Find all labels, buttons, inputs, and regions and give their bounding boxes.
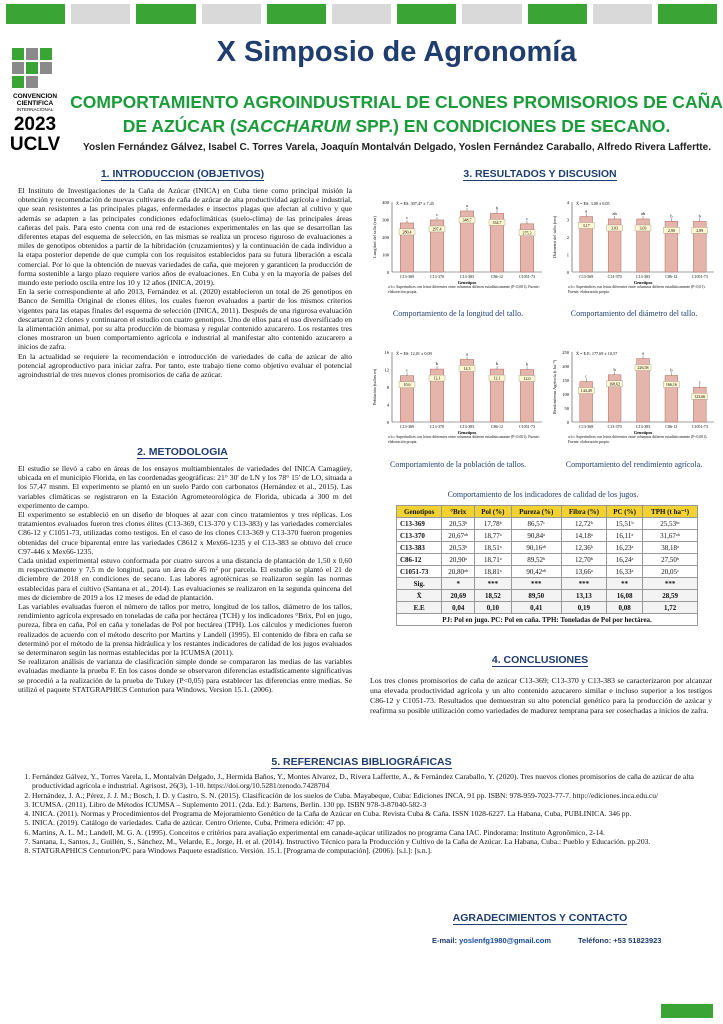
bar-value-label: 2,89: [696, 228, 704, 234]
bar-value-label: 334,7: [492, 220, 502, 226]
intro-paragraph: En la actualidad se requiere la recomendación e introducción de variedades de caña de azúcar de alto potencial agroproductivo para iniciar zafra. Por tanto, este trabajo tiene como objetivo evaluar el potencial agroindustrial de tres nuevos clones promisorios de caña de azúcar.: [18, 351, 352, 380]
bar-value-label: 280,4: [402, 229, 412, 235]
significance-letter: b: [670, 367, 673, 373]
results-heading: 3. RESULTADOS Y DISCUSION: [463, 168, 617, 180]
table-cell: 16,11ᵃ: [606, 530, 642, 542]
y-axis-label: Rendimiento Agrícola (t ha⁻¹): [552, 359, 557, 415]
phone-number: +53 51823923: [613, 936, 662, 945]
y-tick-label: 0: [566, 420, 569, 425]
table-cell: E.E: [397, 602, 442, 614]
methods-heading: 2. METODOLOGIA: [137, 446, 228, 458]
table-cell: 90,84ᵃ: [511, 530, 561, 542]
table-cell: 12,70ᵇ: [561, 554, 606, 566]
significance-letter: b: [495, 361, 499, 367]
significance-letter: c: [526, 215, 528, 221]
conference-title: X Simposio de Agronomía: [216, 36, 577, 68]
paper-title-line1: COMPORTAMIENTO AGROINDUSTRIAL DE CLONES PROMISORIOS DE CAÑA: [70, 92, 723, 112]
table-cell: 20,53ᵇ: [442, 518, 475, 530]
conference-logo: [2, 46, 68, 156]
table-cell: X̄: [397, 590, 442, 602]
bar-value-label: 348,7: [462, 217, 472, 223]
chart-footnote-container: [568, 435, 716, 453]
methods-paragraph: Cada unidad experimental estuvo conformada por cuatro surcos a una distancia de plantación de 1,50 x 0,60 m respectivamente y 7,5 m de longitud, para un área de 45 m² por parcela. El estudio se plantó el 21 de diciembre de 2018 en condiciones de secano. Las labores agrotécnicas se realizaron según las normas establecidas para el cultivo (Santana et al., 2014). Las evaluaciones se realizaron en la segunda quincena del mes de diciembre de 2019 a los 12 meses de edad de plantación.: [18, 556, 352, 602]
table-cell: 13,13: [561, 590, 606, 602]
significance-letter: b: [525, 361, 529, 367]
chart-footnote: a b c Superíndices con letras diferentes entre columnas difieren estadísticamente (P<0,001). Fuente: elaboración propia.: [568, 435, 708, 444]
svg-text:CONVENCION: CONVENCION: [12, 93, 58, 100]
table-cell: ***: [561, 578, 606, 590]
reference-item: 7. Santana, I., Santos, J., Guillén, S., Sánchez, M., Velarde, E., Jorge, H. et al. (2014). Instructivo Técnico para la Producción y Cultivo de la Caña de Azúcar. La Habana, Cuba.: Pueblo y Educación. pp.203.: [32, 837, 710, 846]
table-cell: C13-383: [397, 542, 442, 554]
table-row: [397, 566, 698, 578]
table-cell: C1051-73: [397, 566, 442, 578]
svg-text:INTERNACIONAL: INTERNACIONAL: [16, 107, 54, 112]
y-tick-label: 12: [384, 367, 389, 373]
x-tick-label: C13-369: [579, 274, 594, 279]
table-cell: 16,33ᵃ: [606, 566, 642, 578]
intro-paragraph: El Instituto de Investigaciones de la Caña de Azúcar (INICA) en Cuba tiene como principal misión la obtención y recomendación de nuevas cultivares de caña de azúcar de alta productividad agrícola e industrial, que sean resistentes a las principales plagas, enfermedades e insectos plagas que afectan al cultivo y que además se adapten a las principales condiciones edafoclimáticas (suelo-clima) de las principales áreas cañeras del país. Para esto cuenta con una red de estaciones experimentales en las que se desarrollan las diferentes etapas del esquema de selección, en las mismas se realiza un proceso riguroso de evaluaciones a miles de genotipos obtenidos a partir de la hibridación (cruzamientos) y la continuación de cada individuo a la etapa posterior depende de que cumpla con los requisitos establecidos para su futura liberación a escala comercial. Por lo que la obtención de nuevas variedades de caña, que mejoren y garanticen la producción de forma sostenible a largo plazo requiere varios años de evaluaciones. En Cuba y en la mayoría de países del mundo este periodo oscila entre los 10 y 12 años (INICA, 2019).: [18, 186, 352, 288]
y-tick-label: 0: [386, 420, 389, 425]
chart-footnote: a b c Superíndices con letras diferentes entre columnas difieren estadísticamente (P<0,001). Fuente: elaboración propia.: [388, 435, 540, 444]
intro-heading: 1. INTRODUCCION (OBJETIVOS): [100, 168, 265, 180]
bar-value-label: 226,58: [637, 365, 649, 371]
bar-value-label: 168,62: [609, 381, 621, 387]
reference-item: 8. STATGRAPHICS Centurion/PC para Windows Paquete estadístico. Versión. 15.1. [Programa de computación]. (2006). [s.l.]: [s.n.].: [32, 846, 710, 855]
x-axis-label: Genotipos: [457, 430, 477, 435]
table-cell: 14,18ᵃ: [561, 530, 606, 542]
bar-value-label: 10,6: [403, 382, 411, 388]
email-label: E-mail:: [432, 936, 458, 945]
significance-letter: c: [406, 214, 408, 220]
chart-footnote-container: [388, 285, 544, 303]
y-tick-label: 1: [566, 252, 569, 258]
reference-item: 2. Hernández, J. A.; Pérez, J. J. M.; Bosch, I. D. y Castro, S. N. (2015). Clasificación de los suelos de Cuba. Mayabeque, Cuba: Ediciones INCA, 91 pp. ISBN: 978-959-7023-77-7. http://ediciones.inca.edu.cu/: [32, 791, 710, 800]
bar-value-label: 3,03: [611, 225, 619, 231]
significance-letter: a: [642, 350, 644, 356]
chart-caption: Comportamiento de la población de tallos.: [390, 460, 526, 469]
y-tick-label: 2: [566, 235, 569, 240]
table-footnote: PJ: Pol en jugo. PC: Pol en caña. TPH: Toneladas de Pol por hectárea.: [397, 614, 698, 626]
table-header-cell: Genotipos: [397, 506, 442, 518]
table-cell: 28,59: [643, 590, 698, 602]
mean-annotation: X̄ = ES: 3,00 ± 0,05: [576, 201, 610, 206]
x-tick-label: C1051-73: [691, 424, 708, 429]
y-axis-label: Población (tallos m): [372, 368, 377, 406]
table-cell: *: [442, 578, 475, 590]
intro-paragraph: En la serie correspondiente al año 2013, Fernández et al. (2020) establecieron un total de 26 genotipos en Banco de Semilla Original de clones élites, los cuales fueron evaluados a partir de los mismos criterios vigentes para las etapas finales del esquema de selección (INICA, 2011). Después de una rigurosa evaluación descartaron 22 clones y continuaron el estudio con cuatro genotipos. Uno de ellos para el uso diversificado en la alimentación animal, por su alta producción de biomasa y regular contenido azucarero. Los restantes tres clones mostraron un buen comportamiento agrícola e industrial al manifestar alto contenido azucarero a inicios de zafra.: [18, 287, 352, 352]
table-cell: **: [606, 578, 642, 590]
y-axis-label: Longitud del tallo (cm): [372, 216, 377, 258]
chart-footnote-container: [568, 285, 716, 303]
y-tick-label: 16: [384, 350, 389, 355]
table-row: [397, 542, 698, 554]
methods-text: [18, 464, 352, 694]
x-tick-label: C1051-73: [519, 274, 535, 279]
x-tick-label: C86-12: [491, 274, 503, 279]
stem-length-chart: [368, 190, 548, 306]
table-cell: 0,10: [475, 602, 512, 614]
y-tick-label: 300: [382, 217, 389, 223]
x-tick-label: C1051-73: [519, 424, 535, 429]
x-tick-label: C13-383: [636, 274, 650, 279]
x-axis-label: Genotipos: [457, 280, 477, 285]
table-cell: 20,53ᵇ: [442, 542, 475, 554]
x-tick-label: C86-12: [665, 274, 678, 279]
reference-item: 1. Fernández Gálvez, Y., Torres Varela, I., Montalván Delgado, J., Hermida Baños, Y., Montes Alvarez, D., Rivera Laffertte, A., & Fernández Caraballo, Y. (2020). Tres nuevos clones promisorios de caña de azúcar de alta productividad agrícola e industrial. Agrisost, 26(3), 1-10. https://doi.org/10.5281/zenodo.7428704: [32, 772, 710, 791]
table-cell: 89,50: [511, 590, 561, 602]
paper-title: [70, 90, 723, 138]
significance-letter: b: [670, 213, 673, 219]
x-tick-label: C13-369: [400, 424, 414, 429]
conclusions-heading: 4. CONCLUSIONES: [491, 654, 589, 666]
table-header-cell: Fibra (%): [561, 506, 606, 518]
paper-title-line2b: SPP.) EN CONDICIONES DE SECANO.: [350, 116, 671, 136]
reference-item: 4. INICA. (2011). Normas y Procedimientos del Programa de Mejoramiento Genético de la Caña de Azúcar en Cuba. Revista Cuba & Caña. ISSN 1028-6227. La Habana, Cuba, PUBLINICA. 346 pp.: [32, 809, 710, 818]
paper-title-line2a: DE AZÚCAR (: [122, 116, 236, 136]
table-cell: 0,41: [511, 602, 561, 614]
mean-annotation: X̄ = ES: 12,01 ± 0,09: [396, 351, 432, 356]
table-header-cell: Pureza (%): [511, 506, 561, 518]
x-tick-label: C13-370: [430, 424, 444, 429]
x-tick-label: C13-369: [579, 424, 594, 429]
email-contact: [432, 936, 551, 945]
methods-paragraph: Las variables evaluadas fueron el número de tallos por metro, longitud de los tallos, diámetro de los tallos, rendimiento agrícola expresado en toneladas de caña por hectárea (TCH) y los indicadores °Brix, Pol en jugo, pureza, fibra en caña, Pol en caña y toneladas de Pol por hectárea (TPH). Los cálculos y mediciones fueron realizados de acuerdo con el método descrito por Martins y Landell (1995). El contenido de fibra en caña se determinó por el método de la prensa hidráulica y los restantes indicadores de calidad de los jugos evaluados se determinaron según las normas establecidas por la ICUMSA (2011).: [18, 602, 352, 658]
bar-value-label: 123,66: [694, 393, 706, 399]
top-banner: [0, 0, 723, 28]
table-cell: 89,52ᵇ: [511, 554, 561, 566]
table-cell: 0,19: [561, 602, 606, 614]
table-cell: ***: [511, 578, 561, 590]
x-tick-label: C13-369: [400, 274, 414, 279]
bar-value-label: 144,49: [580, 388, 592, 394]
stem-diameter-chart: [548, 190, 720, 306]
bar-value-label: 12,1: [433, 375, 441, 381]
table-cell: 16,08: [606, 590, 642, 602]
footer-bar: [661, 1004, 713, 1018]
table-header-cell: TPH (t ha⁻¹): [643, 506, 698, 518]
significance-letter: c: [698, 379, 701, 385]
table-cell: 13,66ᵃ: [561, 566, 606, 578]
y-tick-label: 250: [562, 350, 569, 355]
y-tick-label: 0: [386, 270, 389, 275]
y-tick-label: 3: [566, 217, 569, 223]
bar-value-label: 14,3: [463, 366, 471, 372]
chart-caption: Comportamiento de la longitud del tallo.: [392, 309, 524, 318]
svg-text:2023: 2023: [13, 114, 57, 135]
email-link[interactable]: yoslenfg1980@gmail.com: [459, 936, 552, 945]
bar-value-label: 2,90: [667, 227, 675, 233]
table-cell: 16,24ᵃ: [606, 554, 642, 566]
table-cell: C13-369: [397, 518, 442, 530]
methods-paragraph: Se realizaron análisis de varianza de clasificación simple donde se compararon las medias de las variables evaluadas mediante la prueba F. En los casos donde se observaron diferencias estadísticamente significativas se procedió a la realización de la prueba de Tukey (P<0,05) para establecer las diferencias entre medias. Se utilizó el paquete STATGRAPHICS Centurion para Windows, Version 15.1. (2006).: [18, 657, 352, 694]
chart-caption: Comportamiento del rendimiento agrícola.: [565, 460, 703, 469]
intro-text: [18, 186, 352, 379]
significance-letter: ab: [640, 210, 646, 216]
bar-value-label: 275,3: [522, 230, 532, 236]
y-tick-label: 200: [562, 364, 569, 369]
table-cell: 12,72ᵇ: [561, 518, 606, 530]
table-cell: 18,71ᵃ: [475, 554, 512, 566]
bar-value-label: 166,16: [665, 382, 677, 388]
x-tick-label: C13-370: [607, 424, 622, 429]
x-tick-label: C13-370: [607, 274, 622, 279]
chart-footnote: a b c Superíndices con letras diferentes entre columnas difieren estadísticamente (P<0,01). Fuente: elaboración propia.: [568, 285, 706, 294]
x-axis-label: Genotipos: [633, 430, 653, 435]
x-tick-label: C13-383: [460, 274, 474, 279]
bar-value-label: 3,03: [639, 225, 647, 231]
table-cell: Sig.: [397, 578, 442, 590]
significance-letter: b: [613, 366, 616, 372]
bar-value-label: 12,1: [493, 375, 501, 381]
significance-letter: c: [436, 211, 438, 217]
y-tick-label: 8: [386, 385, 389, 390]
x-tick-label: C86-12: [665, 424, 678, 429]
table-caption: Comportamiento de los indicadores de calidad de los jugos.: [447, 490, 639, 499]
table-cell: ***: [643, 578, 698, 590]
chart-caption: Comportamiento del diámetro del tallo.: [570, 309, 698, 318]
table-cell: ***: [475, 578, 512, 590]
y-tick-label: 4: [566, 200, 569, 205]
table-cell: 27,50ᵇ: [643, 554, 698, 566]
table-cell: 18,77ᵃ: [475, 530, 512, 542]
mean-annotation: X̄ = E.E: 177,69 ± 10,57: [576, 351, 618, 356]
svg-text:CIENTIFICA: CIENTIFICA: [16, 100, 54, 107]
table-stat-row: [397, 590, 698, 602]
table-cell: 0,08: [606, 602, 642, 614]
table-row: [397, 554, 698, 566]
table-row: [397, 530, 698, 542]
phone-contact: [578, 936, 661, 945]
methods-paragraph: El estudio se llevó a cabo en áreas de los ensayos multiambientales de variedades del INICA Camagüey, ubicada en el municipio Florida, en las coordenadas geográficas: 21° 30' de LN y los 78° 15' de LO, situada a los 57,47 msnm. El experimento se plantó en un suelo Pardo con carbonatos (Hernández et al., 2015). Las variables climáticas se registraron en la Estación Agrometeorológica de Florida, ubicada a 300 m del experimento de campo.: [18, 464, 352, 510]
table-cell: 31,67ᵃᵇ: [643, 530, 698, 542]
significance-letter: c: [406, 367, 408, 373]
table-cell: 17,78ᵇ: [475, 518, 512, 530]
bar: [693, 387, 706, 422]
phone-label: Teléfono:: [578, 936, 612, 945]
table-header-cell: °Brix: [442, 506, 475, 518]
table-row: [397, 518, 698, 530]
table-cell: C86-12: [397, 554, 442, 566]
table-cell: 20,90ᵃ: [442, 554, 475, 566]
table-cell: 20,05ᶜ: [643, 566, 698, 578]
significance-letter: a: [585, 208, 588, 214]
x-tick-label: C86-12: [491, 424, 503, 429]
table-stat-row: [397, 578, 698, 590]
table-cell: 25,53ᵇᶜ: [643, 518, 698, 530]
table-cell: 15,51ᵇ: [606, 518, 642, 530]
svg-text:UCLV: UCLV: [9, 134, 61, 155]
table-cell: 38,18ᵃ: [643, 542, 698, 554]
table-cell: 20,80ᵃᵇ: [442, 566, 475, 578]
bar-value-label: 3,17: [582, 223, 590, 229]
reference-item: 5. INICA. (2019). Catálogo de variedades. Caña de azúcar. Centro Oriente, Cuba. Primera edición: 47 pp.: [32, 818, 710, 827]
table-cell: 20,67ᵃᵇ: [442, 530, 475, 542]
table-cell: 18,51ᵃ: [475, 542, 512, 554]
table-cell: 86,57ᶜ: [511, 518, 561, 530]
x-tick-label: C1051-73: [691, 274, 708, 279]
bar-value-label: 12,0: [523, 376, 531, 382]
paper-title-italic: SACCHARUM: [235, 116, 351, 136]
y-tick-label: 50: [564, 406, 569, 411]
agricultural-yield-chart: [548, 340, 720, 456]
x-tick-label: C13-370: [430, 274, 444, 279]
methods-paragraph: El experimento se estableció en un diseño de bloques al azar con cinco tratamientos y tres réplicas. Los tratamientos evaluados fueron tres clones élites (C13-369, C13-370 y C13-383) y las variedades comerciales C86-12 y C1051-73, utilizadas como testigos. En el caso de los clones C13-369 y C13-370 fueron progenies obtenidas del cruce biparental entre las variedades C8612 x Mex66-1235 y el C13-383 se obtuvo del cruce C97-446 x Mex66-1235.: [18, 510, 352, 556]
y-tick-label: 4: [386, 402, 389, 408]
table-cell: 90,42ᵃᵇ: [511, 566, 561, 578]
stalk-population-chart: [368, 340, 548, 456]
table-header-cell: PC (%): [606, 506, 642, 518]
y-tick-label: 100: [562, 392, 569, 397]
x-axis-label: Genotipos: [633, 280, 653, 285]
juice-quality-table: [396, 505, 698, 626]
table-cell: 0,04: [442, 602, 475, 614]
significance-letter: ab: [612, 210, 617, 216]
table-cell: 90,16ᵃᵇ: [511, 542, 561, 554]
y-tick-label: 100: [382, 252, 389, 258]
references-list: [16, 772, 710, 856]
mean-annotation: X̄ = ES: 307,47 ± 7,45: [396, 201, 434, 206]
conclusions-text: Los tres clones promisorios de caña de azúcar C13-369; C13-370 y C13-383 se caracterizaron por alcanzar una elevada productividad agrícola y un alto contenido azucarero similar e incluso superior a los testigos C86-12 y C1051-73. Resultados que demuestran su alto potencial genético para la producción de azúcar y reafirma su posible utilización como variedades de madurez temprana para ser cosechadas a inicios de zafra.: [370, 676, 712, 715]
significance-letter: a: [466, 202, 468, 208]
x-tick-label: C13-383: [636, 424, 650, 429]
reference-item: 6. Martins, A. L. M.; Landell, M. G. A. (1995). Conceitos e critérios para avaliação experimental em canade-açúcar utilizados no programa Cana IAC. Pindorama: Instituto Agronômico, 2-14.: [32, 828, 710, 837]
x-tick-label: C13-383: [460, 424, 474, 429]
significance-letter: b: [435, 361, 439, 367]
table-cell: 16,23ᵃ: [606, 542, 642, 554]
chart-footnote: a b c Superíndices con letras diferentes entre columnas difieren estadísticamente (P<0,001). Fuente: elaboración propia.: [388, 285, 540, 294]
y-tick-label: 150: [562, 378, 569, 383]
y-tick-label: 0: [566, 270, 569, 275]
table-stat-row: [397, 602, 698, 614]
reference-item: 3. ICUMSA. (2011). Libro de Métodos ICUMSA – Suplemento 2011. (2da. Ed.): Bartens, Berlin. 130 pp. ISBN 978-3-87040-582-3: [32, 800, 710, 809]
y-tick-label: 200: [382, 235, 389, 240]
table-cell: 1,72: [643, 602, 698, 614]
significance-letter: a: [466, 351, 468, 357]
table-cell: 20,69: [442, 590, 475, 602]
table-cell: C13-370: [397, 530, 442, 542]
significance-letter: b: [698, 213, 701, 219]
table-cell: 18,81ᵃ: [475, 566, 512, 578]
table-cell: 12,36ᵇ: [561, 542, 606, 554]
chart-footnote-container: [388, 435, 544, 453]
y-axis-label: Diámetro del tallo (cm): [552, 215, 557, 259]
authors: Yoslen Fernández Gálvez, Isabel C. Torres Varela, Joaquín Montalván Delgado, Yoslen Fernández Caraballo, Alfredo Rivera Laffertte.: [83, 142, 711, 153]
references-heading: 5. REFERENCIAS BIBLIOGRÁFICAS: [271, 756, 452, 768]
ack-heading: AGRADECIMIENTOS Y CONTACTO: [452, 912, 628, 924]
significance-letter: c: [585, 373, 588, 379]
table-header-cell: Pol (%): [475, 506, 512, 518]
table-cell: 18,52: [475, 590, 512, 602]
table-header-row: [397, 506, 698, 518]
y-tick-label: 400: [382, 200, 389, 205]
significance-letter: b: [495, 205, 499, 211]
bar-value-label: 297,4: [432, 226, 442, 232]
